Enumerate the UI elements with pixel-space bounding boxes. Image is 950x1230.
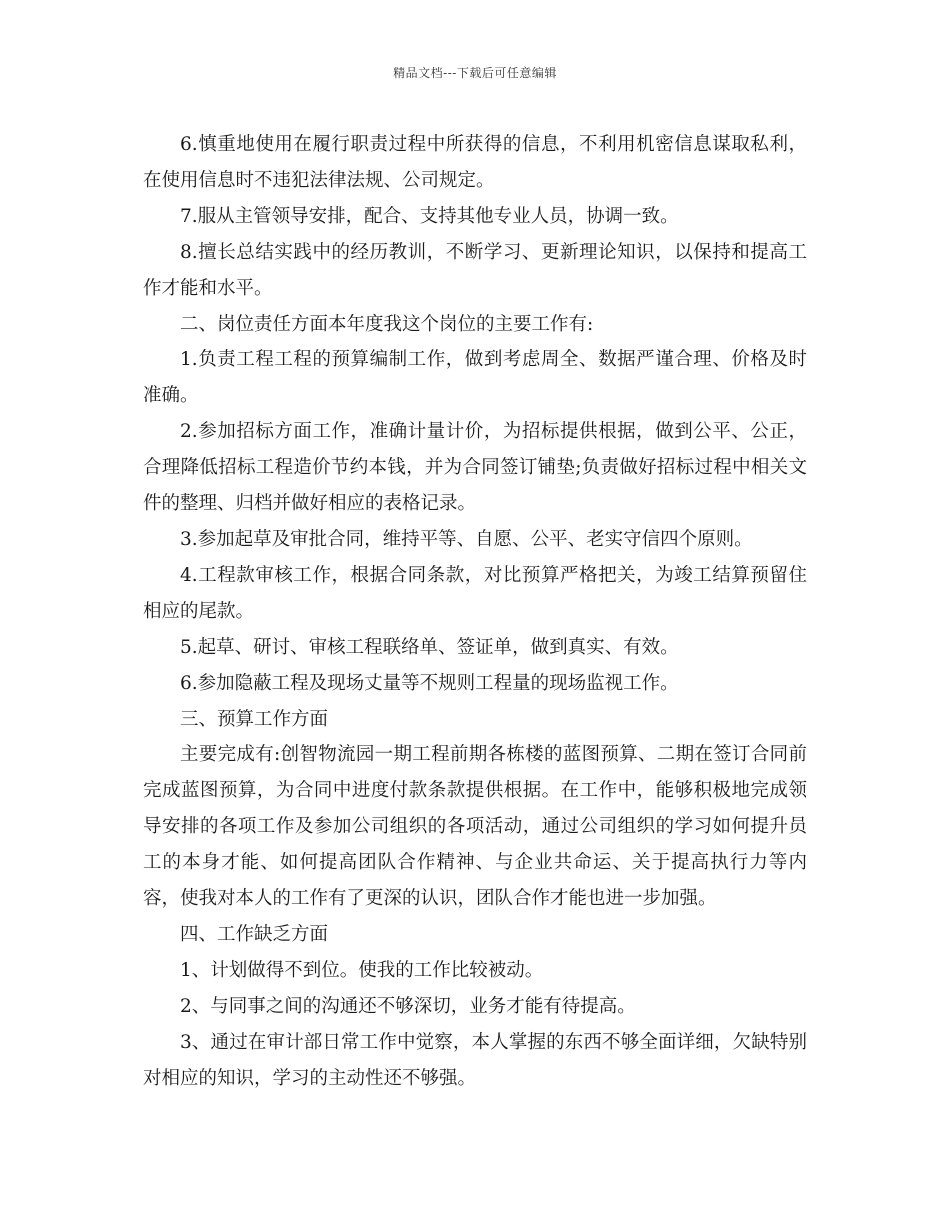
paragraph-shortcoming-1: 1、计划做得不到位。使我的工作比较被动。 [180,959,544,981]
paragraph-shortcoming-2: 2、与同事之间的沟通还不够深切，业务才能有待提高。 [180,995,636,1017]
section-heading-2: 二、岗位责任方面本年度我这个岗位的主要工作有: [180,313,594,335]
page-header: 精品文档---下载后可任意编辑 [393,66,557,80]
paragraph-budget: 主要完成有:创智物流园一期工程前期各栋楼的蓝图预算、二期在签订合同前完成蓝图预算，为合同中进度付款条款提供根据。在工作中，能够积极地完成领导安排的各项工作及参加公司组织的各项活动，通过公司组织的学习如何提升员工的本身才能、如何提高团队合作精神、与企业共命运、关于提高执行力等内容，使我对本人的工作有了更深的认识，团队合作才能也进一步加强。 [143,744,807,910]
paragraph-duty-7: 7.服从主管领导安排，配合、支持其他专业人员，协调一致。 [180,205,679,227]
section-heading-3: 三、预算工作方面 [180,708,329,730]
paragraph-work-4: 4.工程款审核工作，根据合同条款，对比预算严格把关，为竣工结算预留住相应的尾款。 [143,564,807,622]
document-body [143,127,807,1096]
paragraph-work-2: 2.参加招标方面工作，准确计量计价，为招标提供根据，做到公平、公正，合理降低招标工程造价节约本钱，并为合同签订铺垫;负责做好招标过程中相关文件的整理、归档并做好相应的表格记录。 [143,421,807,515]
section-heading-4: 四、工作缺乏方面 [180,923,329,945]
paragraph-work-6: 6.参加隐蔽工程及现场丈量等不规则工程量的现场监视工作。 [180,672,679,694]
paragraph-work-5: 5.起草、研讨、审核工程联络单、签证单，做到真实、有效。 [180,636,679,658]
paragraph-duty-8: 8.擅长总结实践中的经历教训，不断学习、更新理论知识，以保持和提高工作才能和水平。 [143,241,807,299]
paragraph-duty-6: 6.慎重地使用在履行职责过程中所获得的信息，不利用机密信息谋取私利，在使用信息时不违犯法律法规、公司规定。 [143,134,807,191]
paragraph-work-3: 3.参加起草及审批合同，维持平等、自愿、公平、老实守信四个原则。 [180,528,753,550]
paragraph-work-1: 1.负责工程工程的预算编制工作，做到考虑周全、数据严谨合理、价格及时准确。 [143,349,807,407]
paragraph-shortcoming-3: 3、通过在审计部日常工作中觉察，本人掌握的东西不够全面详细，欠缺特别对相应的知识，学习的主动性还不够强。 [143,1031,807,1089]
